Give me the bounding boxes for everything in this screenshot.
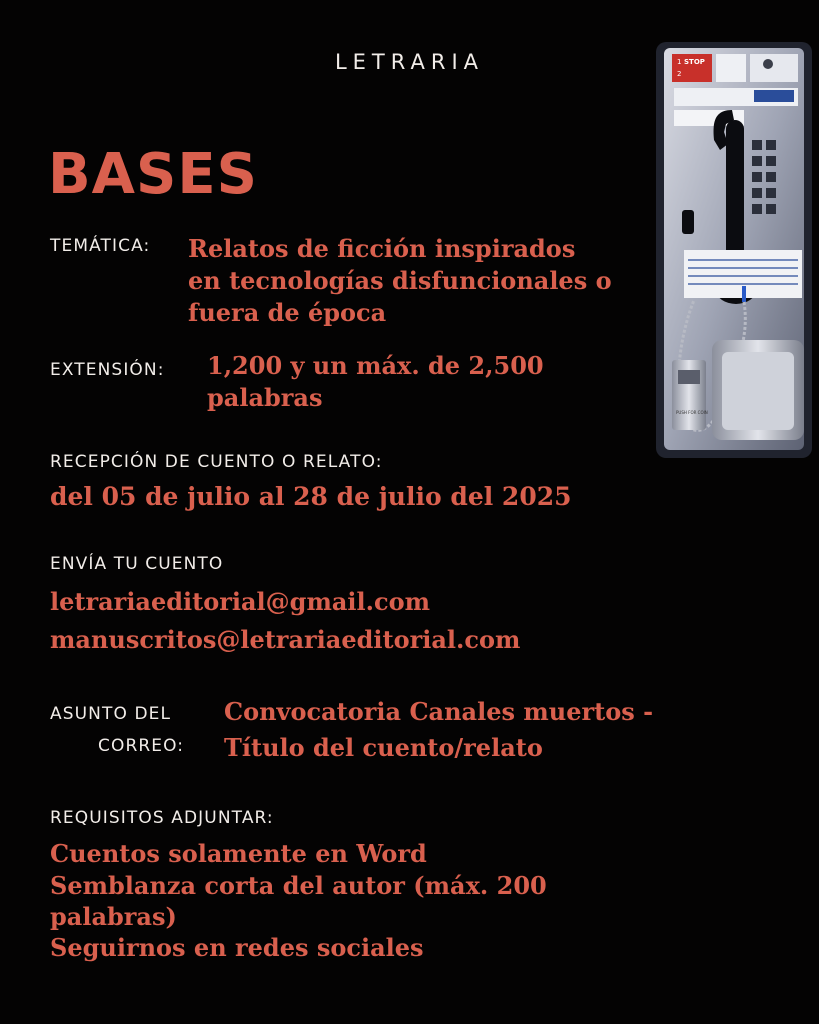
brand-logo: LETRARIA [334, 50, 485, 74]
tematica-line: fuera de época [188, 298, 387, 327]
tematica-line: Relatos de ficción inspirados [188, 234, 576, 263]
stop-text: STOP [684, 58, 705, 66]
recepcion-label: RECEPCIÓN DE CUENTO O RELATO: [50, 452, 383, 472]
extension-label: EXTENSIÓN: [50, 360, 165, 380]
coin-return-label: PUSH FOR COIN [676, 410, 708, 415]
envia-label: ENVÍA TU CUENTO [50, 554, 224, 574]
page-title: BASES [48, 142, 258, 207]
tematica-line: en tecnologías disfuncionales o [188, 266, 612, 295]
requisito-item: Cuentos solamente en Word [50, 839, 427, 868]
stop-step-2: 2 [677, 70, 682, 78]
email-link[interactable]: manuscritos@letrariaeditorial.com [50, 625, 521, 654]
payphone-image [654, 40, 814, 460]
extension-line: palabras [207, 383, 323, 412]
requisito-item: Semblanza corta del autor (máx. 200 [50, 871, 547, 900]
requisitos-label: REQUISITOS ADJUNTAR: [50, 808, 274, 828]
email-link[interactable]: letrariaeditorial@gmail.com [50, 587, 431, 616]
stop-step-1: 1 [677, 58, 682, 66]
recepcion-dates: del 05 de julio al 28 de julio del 2025 [50, 482, 572, 511]
tematica-label: TEMÁTICA: [50, 236, 151, 256]
asunto-line: Convocatoria Canales muertos - [224, 697, 654, 726]
requisito-item: Seguirnos en redes sociales [50, 933, 424, 962]
asunto-line: Título del cuento/relato [224, 733, 543, 762]
asunto-label-line2: CORREO: [98, 736, 185, 756]
asunto-label-line1: ASUNTO DEL [50, 704, 172, 724]
extension-line: 1,200 y un máx. de 2,500 [207, 351, 544, 380]
requisito-item: palabras) [50, 902, 177, 931]
